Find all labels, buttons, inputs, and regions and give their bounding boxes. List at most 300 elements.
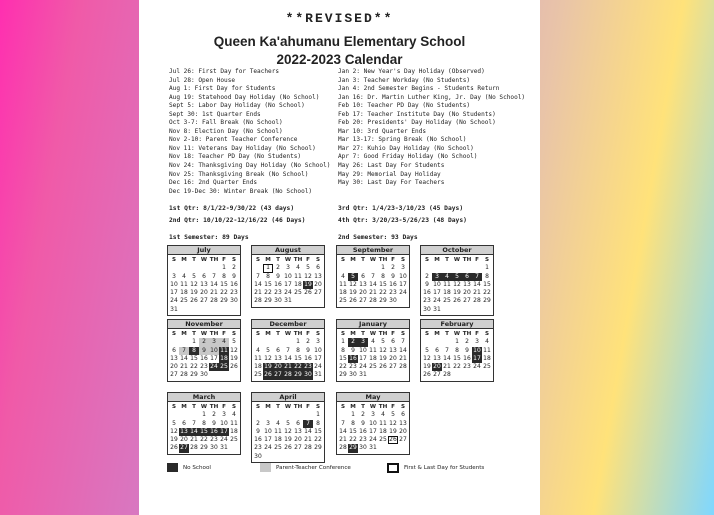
day-cell: 27 bbox=[463, 297, 471, 305]
weekday-header: T bbox=[361, 404, 365, 410]
right-event: Mar 27: Kuhio Day Holiday (No School) bbox=[338, 144, 474, 152]
document-header bbox=[139, 11, 540, 69]
day-cell: 18 bbox=[483, 354, 491, 362]
day-cell: 31 bbox=[369, 444, 377, 452]
day-cell: 19 bbox=[170, 436, 178, 444]
empty-cell bbox=[358, 264, 368, 272]
left-event: Nov 25: Thanksgiving Break (No School) bbox=[169, 170, 309, 178]
day-cell: 16 bbox=[200, 354, 208, 362]
day-cell: 7 bbox=[192, 419, 196, 427]
weekday-header: S bbox=[424, 331, 430, 337]
day-cell: 28 bbox=[254, 297, 262, 305]
quarter-4: 4th Qtr: 3/20/23-5/26/23 (48 Days) bbox=[338, 217, 467, 224]
weekday-header: M bbox=[181, 257, 187, 263]
day-cell: 10 bbox=[473, 346, 481, 354]
day-cell: 16 bbox=[304, 354, 312, 362]
day-cell: 22 bbox=[349, 436, 357, 444]
month-january bbox=[336, 319, 410, 382]
day-cell: 28 bbox=[339, 444, 347, 452]
day-cell: 14 bbox=[190, 427, 198, 435]
day-cell: 9 bbox=[425, 280, 429, 288]
left-event: Dec 16: 2nd Quarter Ends bbox=[169, 179, 258, 187]
day-cell: 22 bbox=[453, 363, 461, 371]
empty-cell bbox=[189, 264, 199, 272]
weekday-header: S bbox=[484, 257, 490, 263]
right-event: Feb 20: Presidents' Day Holiday (No School) bbox=[338, 119, 496, 127]
day-cell: 29 bbox=[379, 297, 387, 305]
day-cell: 11 bbox=[369, 346, 377, 354]
day-cell: 27 bbox=[170, 371, 178, 379]
weekday-header: W bbox=[369, 257, 377, 263]
day-cell: 4 bbox=[442, 273, 452, 281]
weekday-header: S bbox=[315, 404, 321, 410]
day-cell: 24 bbox=[473, 363, 481, 371]
day-cell: 25 bbox=[339, 297, 347, 305]
left-event: Aug 1: First Day for Students bbox=[169, 85, 276, 93]
day-cell: 23 bbox=[359, 436, 367, 444]
revised-banner: **REVISED** bbox=[285, 11, 394, 26]
weekday-header: W bbox=[284, 404, 292, 410]
weekday-header: T bbox=[192, 331, 196, 337]
day-grid bbox=[421, 329, 493, 381]
day-cell: 23 bbox=[210, 436, 218, 444]
left-event: Sept 5: Labor Day Holiday (No School) bbox=[169, 102, 305, 110]
weekday-header: W bbox=[453, 331, 461, 337]
right-event: Jan 16: Dr. Martin Luther King, Jr. Day (No School) bbox=[338, 93, 526, 101]
day-cell: 29 bbox=[200, 444, 208, 452]
day-cell: 18 bbox=[294, 280, 302, 288]
day-cell: 18 bbox=[274, 436, 282, 444]
day-cell: 5 bbox=[266, 346, 270, 354]
weekday-header: S bbox=[340, 404, 346, 410]
right-event: May 30: Last Day For Teachers bbox=[338, 179, 445, 187]
weekday-header: T bbox=[445, 257, 449, 263]
day-cell: 3 bbox=[401, 264, 405, 272]
day-cell: 29 bbox=[314, 444, 322, 452]
day-cell: 10 bbox=[433, 280, 441, 288]
day-cell: 3 bbox=[266, 419, 270, 427]
day-cell: 16 bbox=[423, 289, 431, 297]
day-cell: 4 bbox=[219, 338, 229, 346]
day-cell: 7 bbox=[303, 420, 313, 428]
day-cell: 20 bbox=[463, 289, 471, 297]
day-cell: 19 bbox=[453, 289, 461, 297]
left-event: Sept 30: 1st Quarter Ends bbox=[169, 110, 261, 118]
left-event: Oct 3-7: Fall Break (No School) bbox=[169, 119, 283, 127]
empty-cell bbox=[422, 338, 432, 346]
weekday-header: TH bbox=[209, 257, 219, 263]
day-cell: 24 bbox=[314, 363, 322, 371]
weekday-header: T bbox=[192, 257, 196, 263]
day-cell: 16 bbox=[463, 354, 471, 362]
day-cell: 27 bbox=[389, 363, 397, 371]
day-cell: 1 bbox=[316, 411, 320, 419]
weekday-header: M bbox=[350, 257, 356, 263]
quarter-2: 2nd Qtr: 10/10/22-12/16/22 (46 Days) bbox=[169, 217, 306, 224]
day-cell: 15 bbox=[453, 354, 461, 362]
day-cell: 5 bbox=[425, 346, 429, 354]
day-cell: 1 bbox=[455, 338, 459, 346]
empty-cell bbox=[432, 338, 442, 346]
day-cell: 13 bbox=[389, 346, 397, 354]
day-cell: 12 bbox=[284, 427, 292, 435]
day-grid bbox=[168, 329, 240, 381]
day-cell: 29 bbox=[294, 371, 302, 379]
month-february bbox=[420, 319, 494, 382]
day-cell: 12 bbox=[349, 280, 357, 288]
weekday-header: TH bbox=[293, 404, 303, 410]
weekday-header: S bbox=[315, 257, 321, 263]
legend-no-school bbox=[167, 463, 211, 472]
day-cell: 20 bbox=[180, 436, 188, 444]
school-name: Queen Ka'ahumanu Elementary School bbox=[213, 34, 466, 49]
empty-cell bbox=[422, 264, 432, 272]
empty-cell bbox=[273, 411, 283, 419]
day-cell: 9 bbox=[391, 272, 395, 280]
day-cell: 31 bbox=[314, 371, 322, 379]
day-cell: 5 bbox=[286, 419, 290, 427]
day-cell: 22 bbox=[339, 363, 347, 371]
day-grid bbox=[252, 402, 324, 462]
day-cell: 27 bbox=[433, 371, 441, 379]
day-cell: 6 bbox=[276, 346, 280, 354]
day-grid bbox=[337, 255, 409, 307]
weekday-header: TH bbox=[378, 257, 388, 263]
left-event: Nov 8: Election Day (No School) bbox=[169, 127, 283, 135]
day-cell: 21 bbox=[304, 436, 312, 444]
day-cell: 17 bbox=[284, 280, 292, 288]
weekday-header: F bbox=[222, 404, 226, 410]
day-cell: 2 bbox=[348, 338, 358, 346]
day-cell: 11 bbox=[230, 419, 238, 427]
empty-cell bbox=[253, 338, 263, 346]
weekday-header: W bbox=[369, 404, 377, 410]
weekday-header: W bbox=[369, 331, 377, 337]
day-cell: 6 bbox=[435, 346, 439, 354]
day-cell: 10 bbox=[369, 419, 377, 427]
day-grid bbox=[421, 255, 493, 315]
weekday-header: F bbox=[391, 257, 395, 263]
day-cell: 8 bbox=[351, 419, 355, 427]
weekday-header: S bbox=[400, 257, 406, 263]
day-cell: 18 bbox=[180, 289, 188, 297]
day-cell: 25 bbox=[294, 289, 302, 297]
day-cell: 7 bbox=[212, 272, 216, 280]
day-cell: 25 bbox=[220, 363, 228, 371]
weekday-header: F bbox=[391, 404, 395, 410]
day-cell: 5 bbox=[192, 272, 196, 280]
empty-cell bbox=[368, 264, 378, 272]
no-school-swatch bbox=[167, 463, 178, 472]
day-cell: 10 bbox=[399, 272, 407, 280]
weekday-header: W bbox=[284, 257, 292, 263]
day-cell: 26 bbox=[230, 363, 238, 371]
day-cell: 19 bbox=[389, 427, 397, 435]
quarter-1: 1st Qtr: 8/1/22-9/30/22 (43 days) bbox=[169, 205, 295, 212]
day-cell: 8 bbox=[222, 272, 226, 280]
day-cell: 7 bbox=[286, 346, 290, 354]
weekday-header: S bbox=[255, 331, 261, 337]
weekday-header: S bbox=[255, 257, 261, 263]
empty-cell bbox=[253, 264, 263, 272]
day-cell: 11 bbox=[339, 280, 347, 288]
day-cell: 15 bbox=[349, 427, 357, 435]
day-cell: 17 bbox=[369, 427, 377, 435]
day-cell: 5 bbox=[306, 264, 310, 272]
day-cell: 20 bbox=[359, 289, 367, 297]
day-cell: 17 bbox=[220, 427, 228, 435]
day-cell: 18 bbox=[379, 427, 387, 435]
day-cell: 21 bbox=[284, 363, 292, 371]
day-cell: 23 bbox=[389, 289, 397, 297]
day-cell: 30 bbox=[254, 452, 262, 460]
right-event: May 26: Last Day For Students bbox=[338, 162, 445, 170]
day-cell: 21 bbox=[399, 354, 407, 362]
day-cell: 28 bbox=[473, 297, 481, 305]
weekday-header: T bbox=[276, 331, 280, 337]
left-event: Jul 28: Open House bbox=[169, 76, 236, 84]
day-cell: 19 bbox=[284, 436, 292, 444]
day-grid bbox=[337, 329, 409, 381]
day-cell: 7 bbox=[179, 347, 189, 355]
day-cell: 24 bbox=[399, 289, 407, 297]
day-cell: 10 bbox=[284, 272, 292, 280]
day-cell: 10 bbox=[359, 346, 367, 354]
day-cell: 25 bbox=[230, 436, 238, 444]
day-cell: 5 bbox=[381, 338, 385, 346]
day-cell: 8 bbox=[202, 419, 206, 427]
day-cell: 29 bbox=[190, 371, 198, 379]
day-cell: 12 bbox=[453, 280, 461, 288]
day-cell: 23 bbox=[254, 444, 262, 452]
day-cell: 3 bbox=[222, 411, 226, 419]
day-cell: 14 bbox=[284, 354, 292, 362]
day-cell: 4 bbox=[256, 346, 260, 354]
day-cell: 16 bbox=[389, 280, 397, 288]
day-cell: 9 bbox=[465, 346, 469, 354]
weekday-header: TH bbox=[378, 331, 388, 337]
day-cell: 11 bbox=[483, 346, 491, 354]
legend-conference-label: Parent-Teacher Conference bbox=[276, 464, 351, 471]
day-cell: 6 bbox=[316, 264, 320, 272]
month-name: January bbox=[337, 320, 409, 329]
day-cell: 14 bbox=[180, 354, 188, 362]
day-cell: 5 bbox=[391, 411, 395, 419]
day-cell: 25 bbox=[254, 371, 262, 379]
day-cell: 27 bbox=[314, 289, 322, 297]
right-event: Apr 7: Good Friday Holiday (No School) bbox=[338, 153, 478, 161]
empty-cell bbox=[303, 411, 313, 419]
day-cell: 1 bbox=[202, 411, 206, 419]
day-cell: 22 bbox=[220, 289, 228, 297]
day-cell: 9 bbox=[199, 347, 209, 355]
day-cell: 16 bbox=[274, 280, 282, 288]
weekday-header: W bbox=[200, 404, 208, 410]
conference-swatch bbox=[260, 463, 271, 472]
day-cell: 12 bbox=[379, 346, 387, 354]
day-cell: 16 bbox=[230, 280, 238, 288]
legend-first-last-label: First & Last Day for Students bbox=[404, 465, 485, 471]
weekday-header: F bbox=[306, 331, 310, 337]
day-cell: 23 bbox=[230, 289, 238, 297]
day-cell: 13 bbox=[180, 427, 188, 435]
empty-cell bbox=[179, 411, 189, 419]
month-name: November bbox=[168, 320, 240, 329]
day-cell: 18 bbox=[220, 354, 228, 362]
day-cell: 20 bbox=[170, 363, 178, 371]
day-cell: 28 bbox=[180, 371, 188, 379]
day-cell: 12 bbox=[190, 280, 198, 288]
day-cell: 6 bbox=[296, 419, 300, 427]
empty-cell bbox=[189, 411, 199, 419]
day-cell: 1 bbox=[485, 264, 489, 272]
left-event: Jul 26: First Day for Teachers bbox=[169, 68, 280, 75]
weekday-header: F bbox=[475, 257, 479, 263]
weekday-header: M bbox=[350, 331, 356, 337]
day-cell: 15 bbox=[220, 280, 228, 288]
day-cell: 15 bbox=[483, 280, 491, 288]
day-cell: 17 bbox=[473, 354, 481, 362]
day-cell: 1 bbox=[351, 411, 355, 419]
empty-cell bbox=[179, 338, 189, 346]
weekday-header: TH bbox=[209, 331, 219, 337]
day-cell: 29 bbox=[264, 297, 272, 305]
day-cell: 21 bbox=[254, 289, 262, 297]
day-cell: 19 bbox=[423, 363, 431, 371]
day-cell: 2 bbox=[199, 338, 209, 346]
weekday-header: S bbox=[171, 331, 177, 337]
events-list-right bbox=[338, 68, 525, 188]
empty-cell bbox=[283, 411, 293, 419]
day-cell: 14 bbox=[210, 280, 218, 288]
weekday-header: M bbox=[265, 404, 271, 410]
weekday-header: F bbox=[475, 331, 479, 337]
day-cell: 26 bbox=[389, 436, 397, 444]
day-cell: 2 bbox=[306, 338, 310, 346]
right-event: Jan 2: New Year's Day Holiday (Observed) bbox=[338, 68, 485, 75]
day-cell: 21 bbox=[339, 436, 347, 444]
day-cell: 13 bbox=[200, 280, 208, 288]
day-cell: 30 bbox=[210, 444, 218, 452]
day-cell: 30 bbox=[230, 297, 238, 305]
day-cell: 30 bbox=[349, 371, 357, 379]
weekday-header: M bbox=[181, 331, 187, 337]
right-event: Mar 13-17: Spring Break (No School) bbox=[338, 136, 467, 144]
day-cell: 4 bbox=[276, 419, 280, 427]
day-cell: 9 bbox=[361, 419, 365, 427]
day-cell: 12 bbox=[423, 354, 431, 362]
day-cell: 14 bbox=[443, 354, 451, 362]
day-cell: 8 bbox=[341, 346, 345, 354]
day-cell: 30 bbox=[423, 305, 431, 313]
day-cell: 17 bbox=[314, 354, 322, 362]
day-cell: 7 bbox=[371, 272, 375, 280]
day-cell: 10 bbox=[314, 346, 322, 354]
day-cell: 3 bbox=[475, 338, 479, 346]
day-cell: 12 bbox=[304, 272, 312, 280]
weekday-header: M bbox=[265, 331, 271, 337]
day-cell: 11 bbox=[180, 280, 188, 288]
day-grid bbox=[252, 255, 324, 307]
day-cell: 15 bbox=[379, 280, 387, 288]
day-cell: 3 bbox=[371, 411, 375, 419]
day-cell: 19 bbox=[304, 280, 312, 288]
weekday-header: S bbox=[255, 404, 261, 410]
day-cell: 13 bbox=[274, 354, 282, 362]
month-name: May bbox=[337, 393, 409, 402]
empty-cell bbox=[432, 264, 442, 272]
day-cell: 23 bbox=[463, 363, 471, 371]
day-cell: 3 bbox=[358, 338, 368, 346]
day-cell: 21 bbox=[443, 363, 451, 371]
day-cell: 22 bbox=[264, 289, 272, 297]
day-cell: 30 bbox=[389, 297, 397, 305]
day-cell: 20 bbox=[389, 354, 397, 362]
day-cell: 2 bbox=[425, 272, 429, 280]
left-event: Nov 11: Veterans Day Holiday (No School) bbox=[169, 144, 316, 152]
day-cell: 24 bbox=[220, 436, 228, 444]
empty-cell bbox=[169, 338, 179, 346]
day-cell: 17 bbox=[264, 436, 272, 444]
weekday-header: S bbox=[171, 404, 177, 410]
day-cell: 17 bbox=[399, 280, 407, 288]
day-cell: 12 bbox=[264, 354, 272, 362]
legend-no-school-label: No School bbox=[183, 464, 211, 471]
day-cell: 19 bbox=[230, 354, 238, 362]
day-cell: 15 bbox=[264, 280, 272, 288]
right-event: Jan 4: 2nd Semester Begins - Students Return bbox=[338, 85, 500, 93]
day-cell: 22 bbox=[483, 289, 491, 297]
day-cell: 29 bbox=[339, 371, 347, 379]
day-cell: 31 bbox=[284, 297, 292, 305]
day-cell: 2 bbox=[361, 411, 365, 419]
empty-cell bbox=[462, 264, 472, 272]
day-cell: 4 bbox=[232, 411, 236, 419]
day-cell: 10 bbox=[220, 419, 228, 427]
month-name: February bbox=[421, 320, 493, 329]
day-cell: 24 bbox=[210, 363, 218, 371]
weekday-header: F bbox=[306, 404, 310, 410]
month-march bbox=[167, 392, 241, 455]
right-event: Jan 3: Teacher Workday (No Students) bbox=[338, 76, 471, 84]
day-cell: 25 bbox=[369, 363, 377, 371]
day-cell: 26 bbox=[264, 371, 272, 379]
day-cell: 9 bbox=[256, 427, 260, 435]
day-cell: 27 bbox=[399, 436, 407, 444]
day-cell: 22 bbox=[200, 436, 208, 444]
weekday-header: S bbox=[231, 257, 237, 263]
calendar-title: 2022-2023 Calendar bbox=[276, 52, 403, 67]
day-cell: 28 bbox=[443, 371, 451, 379]
weekday-header: W bbox=[453, 257, 461, 263]
empty-cell bbox=[293, 411, 303, 419]
day-cell: 26 bbox=[284, 444, 292, 452]
day-cell: 11 bbox=[443, 280, 451, 288]
day-cell: 20 bbox=[294, 436, 302, 444]
day-cell: 15 bbox=[200, 427, 208, 435]
day-cell: 8 bbox=[455, 346, 459, 354]
day-cell: 11 bbox=[294, 272, 302, 280]
weekday-header: T bbox=[361, 257, 365, 263]
empty-cell bbox=[338, 411, 348, 419]
day-cell: 1 bbox=[222, 264, 226, 272]
day-cell: 15 bbox=[339, 354, 347, 362]
day-cell: 15 bbox=[294, 354, 302, 362]
day-cell: 12 bbox=[230, 346, 238, 354]
day-cell: 19 bbox=[190, 289, 198, 297]
weekday-header: TH bbox=[209, 404, 219, 410]
day-cell: 21 bbox=[369, 289, 377, 297]
